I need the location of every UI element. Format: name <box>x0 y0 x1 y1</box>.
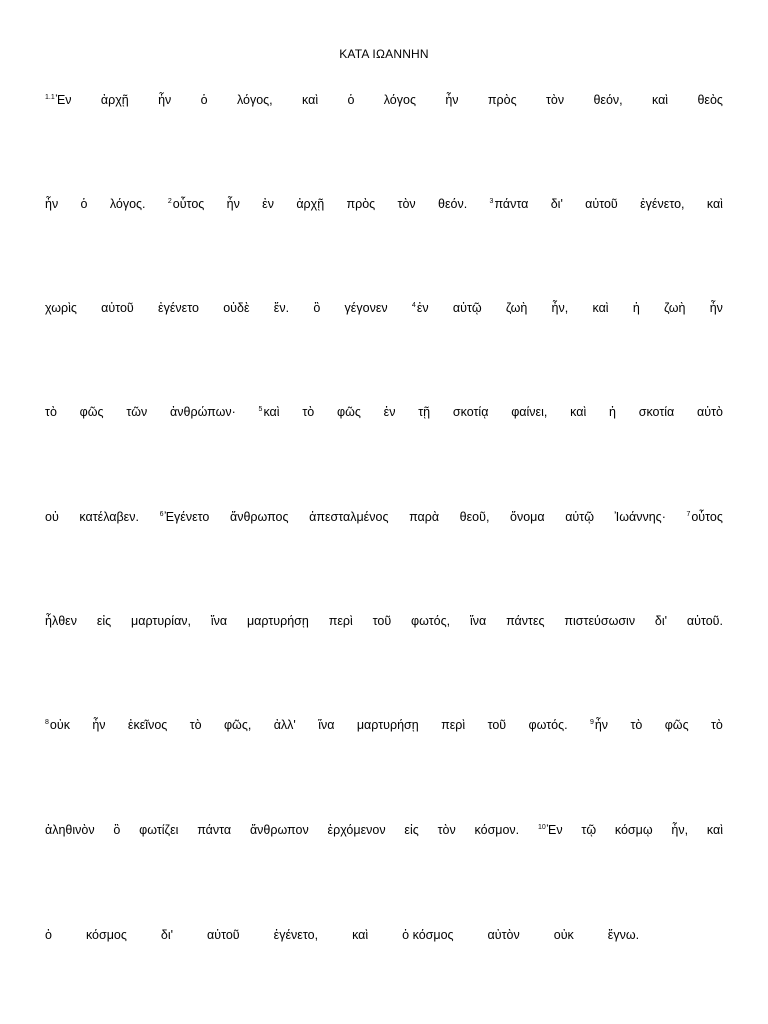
word-text: τῶν <box>126 405 148 419</box>
word <box>101 93 129 107</box>
word-text: οὐκ <box>49 718 70 732</box>
word <box>126 405 147 419</box>
page-title: ΚΑΤΑ ΙΩΑΝΝΗΝ <box>339 47 429 61</box>
word <box>302 93 318 107</box>
word <box>639 405 675 419</box>
word <box>168 197 204 211</box>
text-line <box>45 93 723 107</box>
word <box>296 197 324 211</box>
word-text: Ἐγένετο <box>164 510 210 524</box>
word-text: αὐτοῦ <box>101 301 134 315</box>
verse-number: 8 <box>45 719 49 726</box>
word-text: ἵνα <box>318 718 335 732</box>
word <box>438 197 467 211</box>
word-text: πιστεύσωσιν <box>564 614 636 628</box>
word <box>101 301 134 315</box>
word-text: ἐρχόμενον <box>327 823 386 837</box>
word-text: ἐν <box>262 197 274 211</box>
word <box>488 718 507 732</box>
word-text: ἵνα <box>210 614 228 628</box>
word <box>475 823 520 837</box>
word <box>615 510 666 524</box>
word-text: μαρτυρήσῃ <box>246 614 309 628</box>
verse-number: 3 <box>489 198 494 205</box>
word-text: δι' <box>160 928 174 942</box>
text-line <box>45 823 723 837</box>
word <box>139 823 178 837</box>
word-text: ἐγένετο, <box>640 197 685 211</box>
word <box>697 93 723 107</box>
word-text: ἵνα <box>469 614 487 628</box>
word-text: ἦν, <box>551 301 569 315</box>
word <box>490 197 529 211</box>
word-text: αὐτοῦ <box>585 197 618 211</box>
word <box>302 405 314 419</box>
word <box>337 405 361 419</box>
word-text: καὶ <box>706 823 723 837</box>
verse-number: 1.1 <box>45 94 55 101</box>
word-text: θεόν. <box>438 197 468 211</box>
word-text: μαρτυρίαν, <box>131 614 192 628</box>
verse-number: 10 <box>537 824 546 831</box>
word <box>318 718 334 732</box>
text-line <box>45 301 723 315</box>
word <box>488 928 520 942</box>
word-text: θεὸς <box>697 93 723 107</box>
word <box>345 301 388 315</box>
word <box>262 197 274 211</box>
word-text: οὐδὲ <box>223 301 250 315</box>
word <box>113 823 120 837</box>
word <box>128 718 167 732</box>
word <box>81 197 88 211</box>
word-text: πρὸς <box>487 93 517 107</box>
word <box>488 93 517 107</box>
verse-number: 5 <box>258 406 263 413</box>
word-text: ἔγνω. <box>607 928 640 942</box>
word-text: χωρὶς <box>45 301 77 315</box>
word <box>201 93 208 107</box>
word-text: οὗτος <box>172 197 205 211</box>
word-text: ἄνθρωπος <box>229 510 289 524</box>
word <box>671 823 688 837</box>
word-text: οὐ <box>45 510 59 524</box>
word-text: ἦν <box>709 301 723 315</box>
word-text: αὐτῷ <box>565 510 594 524</box>
word-text: περὶ <box>328 614 353 628</box>
word <box>347 197 376 211</box>
word-text: φαίνει, <box>511 405 548 419</box>
word-text: τὸν <box>397 197 416 211</box>
word-text: ἐν <box>416 301 429 315</box>
word <box>223 301 249 315</box>
word <box>609 405 616 419</box>
word-text: ζωὴ <box>664 301 686 315</box>
word <box>45 718 70 732</box>
word <box>445 93 458 107</box>
word-text: τὸ <box>710 718 723 732</box>
word <box>453 405 489 419</box>
word <box>160 510 210 524</box>
word <box>402 928 453 942</box>
word <box>470 614 486 628</box>
word-text: ἦν, <box>671 823 689 837</box>
word-text: τὸ <box>45 405 57 419</box>
word-text: παρὰ <box>409 510 440 524</box>
word-text: ἡ <box>632 301 640 315</box>
word <box>45 197 58 211</box>
word-text: Ἐν <box>55 93 72 107</box>
word <box>554 928 574 942</box>
word <box>418 405 430 419</box>
word <box>665 718 689 732</box>
word-text: καὶ <box>592 301 609 315</box>
word-text: λόγος <box>383 93 416 107</box>
word-text: Ἰωάννης· <box>614 510 666 524</box>
word-text: πρὸς <box>346 197 376 211</box>
word <box>211 614 227 628</box>
word <box>80 405 104 419</box>
word <box>230 510 289 524</box>
word-text: θεόν, <box>593 93 623 107</box>
word-text: ἐγένετο <box>158 301 199 315</box>
word-text: ὁ <box>347 93 355 107</box>
word <box>110 197 146 211</box>
word-text: ὁ <box>80 197 88 211</box>
word <box>438 823 456 837</box>
word <box>357 718 419 732</box>
word-text: ἀνθρώπων· <box>170 405 236 419</box>
word <box>131 614 191 628</box>
word-text: καὶ <box>352 928 369 942</box>
word-text: ἦν <box>445 93 459 107</box>
word-text: ἦν <box>158 93 172 107</box>
word <box>352 928 368 942</box>
word-text: αὐτῷ <box>452 301 482 315</box>
word-text: ἀλλ' <box>273 718 296 732</box>
word <box>79 510 139 524</box>
word <box>259 405 280 419</box>
word <box>398 197 416 211</box>
word <box>608 928 639 942</box>
word-text: ἦν <box>92 718 106 732</box>
word <box>460 510 490 524</box>
word-text: αὐτοῦ. <box>686 614 723 628</box>
word <box>170 405 236 419</box>
word-text: τοῦ <box>372 614 392 628</box>
word-text: φῶς, <box>223 718 252 732</box>
word <box>565 510 594 524</box>
verse-number: 9 <box>589 719 594 726</box>
word-text: αὐτὸ <box>697 405 723 419</box>
word <box>697 405 723 419</box>
word-text: ἀπεσταλμένος <box>309 510 389 524</box>
word-text: φωτίζει <box>139 823 179 837</box>
word <box>45 823 95 837</box>
word <box>590 718 608 732</box>
word-text: τῷ <box>581 823 597 837</box>
word <box>529 718 568 732</box>
word <box>640 197 684 211</box>
word <box>97 614 111 628</box>
word <box>45 928 52 942</box>
word-text: οὗτος <box>691 510 723 524</box>
word-text: ὁ κόσμος <box>402 928 454 942</box>
word <box>274 928 318 942</box>
word-text: ἐν <box>383 405 396 419</box>
word-text: φῶς <box>336 405 361 419</box>
word <box>409 510 439 524</box>
word <box>227 197 240 211</box>
word-text: καὶ <box>706 197 723 211</box>
text-line <box>45 405 723 419</box>
verse-number: 2 <box>167 198 172 205</box>
word-text: εἰς <box>96 614 112 628</box>
word <box>570 405 586 419</box>
word <box>86 928 127 942</box>
word <box>45 614 77 628</box>
verse-number: 4 <box>411 302 416 309</box>
word <box>710 301 723 315</box>
word-text: ὃ <box>313 301 321 315</box>
word <box>45 93 72 107</box>
word-text: γέγονεν <box>344 301 388 315</box>
word-text: ζωὴ <box>505 301 528 315</box>
word-text: πάντα <box>197 823 232 837</box>
word <box>564 614 635 628</box>
word-text: ὁ <box>200 93 208 107</box>
word <box>506 614 544 628</box>
word <box>707 197 723 211</box>
text-line <box>45 718 723 732</box>
word-text: τῇ <box>418 405 431 419</box>
word-text: σκοτίᾳ <box>452 405 489 419</box>
word-text: ἕν. <box>273 301 290 315</box>
word <box>384 405 396 419</box>
word-text: ὁ <box>45 928 52 942</box>
word <box>92 718 105 732</box>
word-text: καὶ <box>570 405 587 419</box>
word <box>45 405 57 419</box>
word-text: ἀρχῇ <box>296 197 325 211</box>
word-text: δι' <box>550 197 563 211</box>
word <box>511 405 547 419</box>
word <box>158 301 199 315</box>
word <box>373 614 392 628</box>
word <box>552 301 569 315</box>
word <box>630 718 642 732</box>
word-text: σκοτία <box>638 405 675 419</box>
word <box>411 614 450 628</box>
word-text: καὶ <box>263 405 280 419</box>
word <box>404 823 418 837</box>
verse-number: 7 <box>686 511 691 518</box>
word-text: τὸ <box>630 718 643 732</box>
word <box>453 301 482 315</box>
word-text: τὸν <box>437 823 456 837</box>
word-text: τὸ <box>189 718 202 732</box>
word <box>309 510 388 524</box>
word <box>274 718 296 732</box>
word <box>313 301 320 315</box>
word-text: φῶς <box>664 718 689 732</box>
word-text: αὐτὸν <box>487 928 520 942</box>
word <box>546 93 564 107</box>
word <box>510 510 545 524</box>
word <box>45 510 59 524</box>
word <box>711 718 723 732</box>
word <box>197 823 231 837</box>
word-text: κόσμῳ <box>614 823 653 837</box>
word-text: ὃ <box>113 823 121 837</box>
word <box>384 93 416 107</box>
word-text: θεοῦ, <box>459 510 490 524</box>
word-text: τοῦ <box>487 718 507 732</box>
word-text: κατέλαβεν. <box>79 510 139 524</box>
word-text: κόσμος <box>85 928 127 942</box>
word-text: κόσμον. <box>474 823 520 837</box>
word <box>247 614 309 628</box>
word-text: ἦν <box>594 718 609 732</box>
word <box>329 614 353 628</box>
word-text: πάντες <box>506 614 545 628</box>
word <box>328 823 386 837</box>
word <box>441 718 465 732</box>
word-text: ἦλθεν <box>45 614 77 628</box>
word <box>506 301 527 315</box>
word-text: τὸ <box>302 405 315 419</box>
word <box>652 93 668 107</box>
word <box>707 823 723 837</box>
word-text: ὄνομα <box>510 510 545 524</box>
verse-number: 6 <box>159 511 164 518</box>
word-text: δι' <box>654 614 668 628</box>
word <box>237 93 273 107</box>
word <box>274 301 289 315</box>
word <box>655 614 667 628</box>
word <box>686 510 722 524</box>
word <box>158 93 171 107</box>
word-text: ἐκεῖνος <box>127 718 168 732</box>
word-text: αὐτοῦ <box>207 928 240 942</box>
word-text: ἐγένετο, <box>273 928 319 942</box>
word <box>615 823 653 837</box>
word-text: πάντα <box>494 197 529 211</box>
word <box>412 301 429 315</box>
word-text: ἦν <box>45 197 59 211</box>
word-text: λόγος, <box>236 93 273 107</box>
word <box>250 823 309 837</box>
word <box>161 928 173 942</box>
word-text: περὶ <box>441 718 466 732</box>
word-text: καὶ <box>302 93 319 107</box>
text-line <box>45 510 723 524</box>
text-line <box>45 928 723 942</box>
word <box>581 823 596 837</box>
word <box>593 93 622 107</box>
word <box>538 823 563 837</box>
word <box>224 718 251 732</box>
word <box>207 928 240 942</box>
word-text: καὶ <box>651 93 669 107</box>
word-text: φῶς <box>79 405 104 419</box>
word <box>592 301 608 315</box>
word-text: εἰς <box>404 823 419 837</box>
word-text: ἡ <box>609 405 616 419</box>
word <box>551 197 563 211</box>
word <box>687 614 723 628</box>
word <box>190 718 202 732</box>
word-text: ἀληθινὸν <box>45 823 95 837</box>
word-text: φωτός. <box>528 718 568 732</box>
text-line <box>45 197 723 211</box>
word-text: ἦν <box>226 197 240 211</box>
text-line <box>45 614 723 628</box>
word-text: οὐκ <box>553 928 574 942</box>
word-text: μαρτυρήσῃ <box>356 718 419 732</box>
word <box>585 197 618 211</box>
word <box>347 93 354 107</box>
word <box>633 301 640 315</box>
word-text: Ἐν <box>546 823 563 837</box>
word-text: λόγος. <box>109 197 146 211</box>
word <box>45 301 77 315</box>
word <box>664 301 685 315</box>
word-text: φωτός, <box>411 614 451 628</box>
word-text: τὸν <box>545 93 565 107</box>
word-text: ἄνθρωπον <box>249 823 309 837</box>
word-text: ἀρχῇ <box>100 93 129 107</box>
